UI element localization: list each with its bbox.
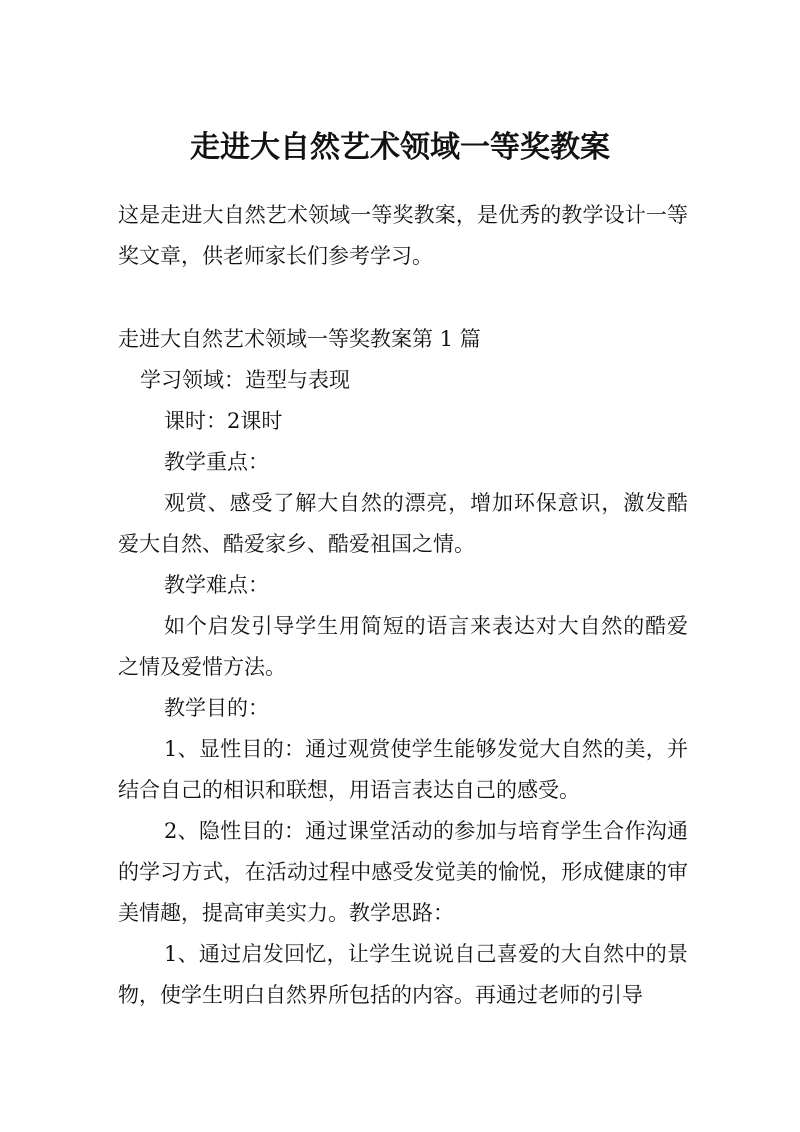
key-points-text: 观赏、感受了解大自然的漂亮，增加环保意识，激发酷爱大自然、酷爱家乡、酷爱祖国之情。 [118, 491, 688, 556]
document-title: 走进大自然艺术领域一等奖教案 [190, 130, 610, 165]
key-points-heading: 教学重点： [164, 450, 269, 474]
difficulties-text: 如个启发引导学生用简短的语言来表达对大自然的酷爱之情及爱惜方法。 [118, 614, 688, 679]
intro-paragraph: 这是走进大自然艺术领域一等奖教案，是优秀的教学设计一等奖文章，供老师家长们参考学习。 [118, 203, 688, 268]
section-heading: 走进大自然艺术领域一等奖教案第 1 篇 [118, 327, 481, 351]
teaching-step-1: 1、通过启发回忆，让学生说说自己喜爱的大自然中的景物，使学生明白自然界所包括的内容。再通过老师的引导 [118, 942, 688, 1007]
objective-1: 1、显性目的：通过观赏使学生能够发觉大自然的美，并结合自己的相识和联想，用语言表达自己的感受。 [118, 737, 688, 802]
field-line: 学习领域：造型与表现 [140, 368, 350, 392]
body-content [118, 401, 688, 1016]
difficulties-heading: 教学难点： [164, 573, 269, 597]
objectives-heading: 教学目的： [164, 696, 269, 720]
objective-2: 2、隐性目的：通过课堂活动的参加与培育学生合作沟通的学习方式，在活动过程中感受发觉美的愉悦，形成健康的审美情趣，提高审美实力。教学思路： [118, 819, 688, 925]
class-hours: 课时：2课时 [164, 409, 283, 433]
